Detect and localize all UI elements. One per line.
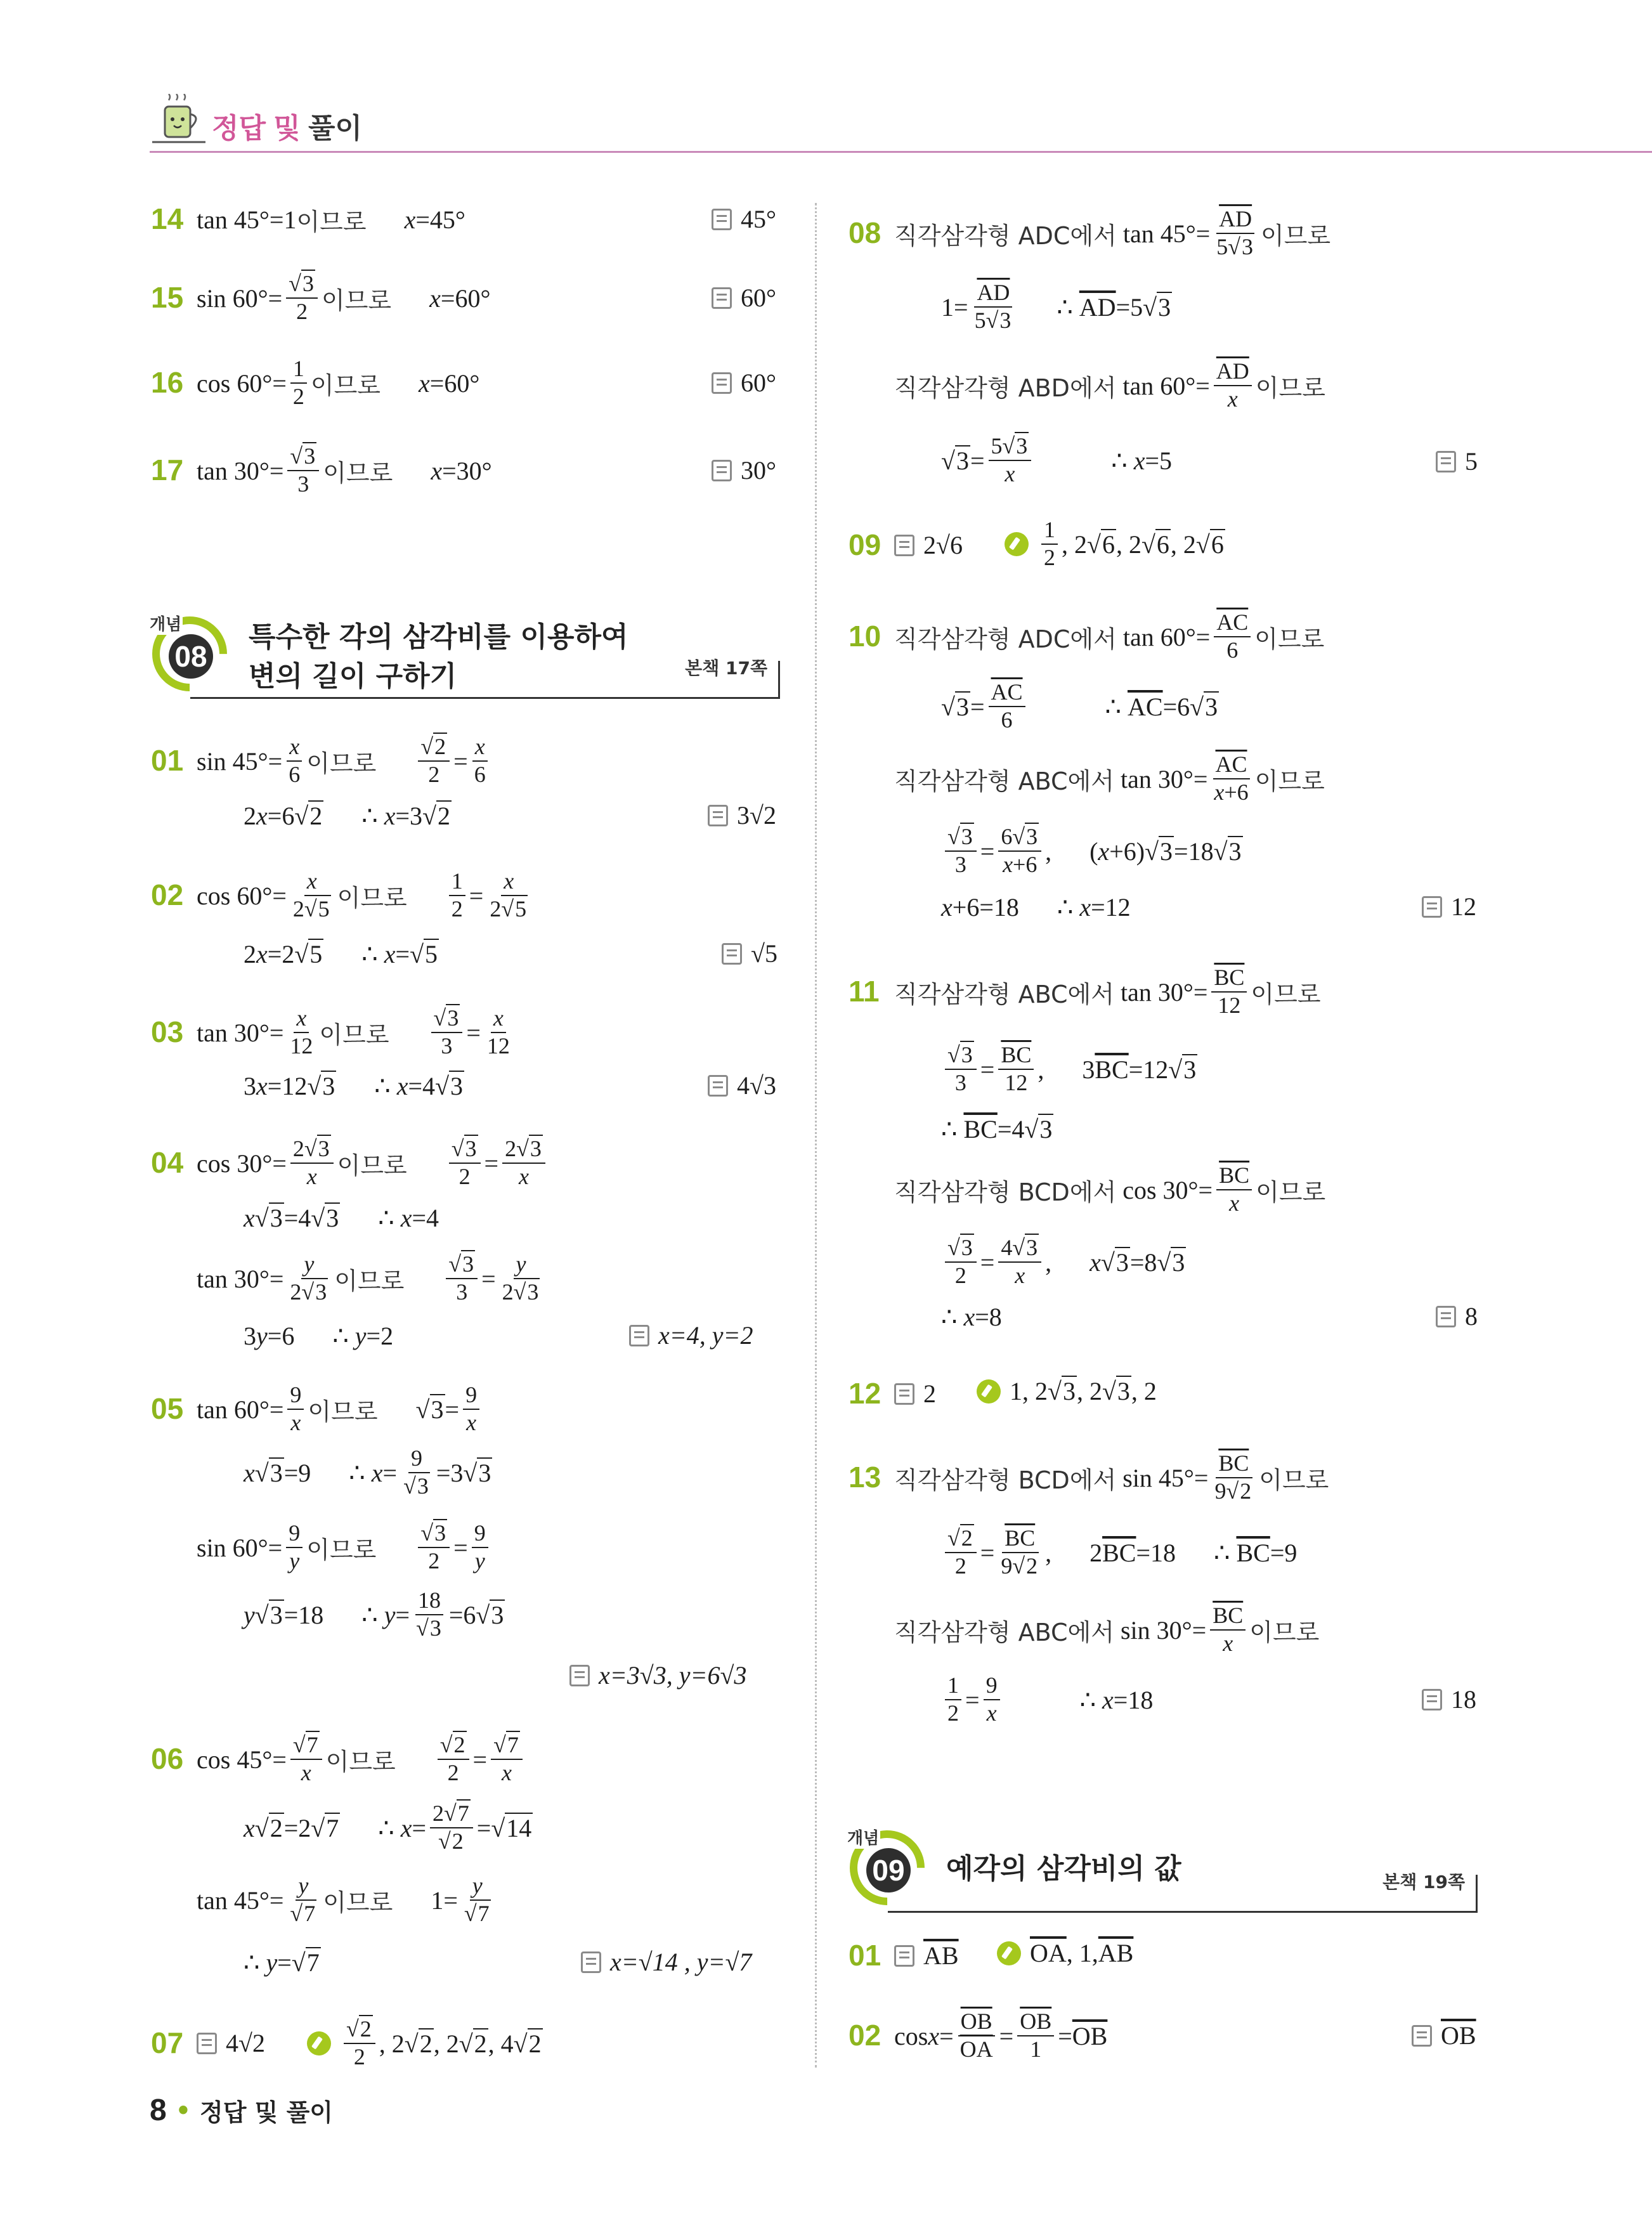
solution-line: tan 30°= $\frac{x}{12}$ 이므로 $\frac{√3}{3}$ = $\frac{x}{12}$: [197, 1005, 510, 1059]
solution-line: ∴ $\overline{BC}$ =4 √3: [941, 1114, 1053, 1143]
concept-label: 개념: [148, 611, 183, 635]
solution-line: 2 x =2 √5 ∴ x = √5: [244, 939, 438, 968]
solution-line: $\frac{√3}{3}$ = $\frac{\overline{BC}}{12}$ , 3 $\overline{BC}$ =12 √3: [941, 1038, 1197, 1101]
answer: 30°: [712, 455, 776, 485]
concept-underline: [190, 697, 780, 699]
problem-number: 17: [151, 453, 184, 486]
answer-icon: [569, 1665, 590, 1686]
page-footer: [150, 2093, 333, 2128]
solution-line: tan 45° = 1 이므로 x =45°: [197, 205, 465, 236]
answer: 2√6: [894, 530, 963, 560]
solution-line: sin 45°= $\frac{x}{6}$ 이므로 $\frac{√2}{2}$ = $\frac{x}{6}$: [197, 729, 492, 793]
answer-icon: [712, 372, 732, 394]
pencil-icon: [1005, 532, 1029, 556]
problem-number: 04: [151, 1146, 184, 1179]
solution-line: $\frac{√3}{3}$ = $\frac{6√3}{x+6}$ , ( x +6) √3 =18 √3: [941, 819, 1243, 883]
answer: 12: [1422, 892, 1476, 922]
problem-number: 13: [849, 1461, 881, 1494]
solution-line: cos 30°= $\frac{2√3}{x}$ 이므로 $\frac{√3}{2}$ = $\frac{2√3}{x}$: [197, 1131, 549, 1195]
solution-line: tan 30°= $\frac{y}{2√3}$ 이므로 $\frac{√3}{3}$ = $\frac{y}{2√3}$: [197, 1251, 539, 1305]
answer: 45°: [712, 204, 776, 234]
solution-line: cos 60°= $\frac{x}{2√5}$ 이므로 $\frac{1}{2}$ = $\frac{x}{2√5}$: [197, 868, 527, 922]
solution-line: cos 45°= $\frac{√7}{x}$ 이므로 $\frac{√2}{2}$ = $\frac{√7}{x}$: [197, 1728, 526, 1791]
answer: x=√14 , y=√7: [581, 1947, 751, 1977]
hint: $\frac{1}{2}$ , 2 √6 , 2 √6 , 2 √6: [1005, 512, 1225, 576]
answer: 4√2: [197, 2028, 265, 2058]
answer-icon: [629, 1325, 649, 1346]
solution-line: 1= $\frac{\overline{AD}}{5√3}$ ∴ $\overline{AD}$ =5 √3: [941, 280, 1171, 333]
page-header: [150, 89, 1652, 152]
hint: 1, 2 √3 , 2 √3 , 2: [977, 1376, 1157, 1406]
problem-number: 16: [151, 366, 184, 399]
problem-number: 15: [151, 281, 184, 314]
problem-number: 02: [151, 878, 184, 911]
answer: 18: [1422, 1684, 1476, 1714]
solution-line: x +6=18 ∴ x =12: [941, 892, 1131, 922]
answer-icon: [708, 1075, 728, 1097]
concept-underline-end: [778, 661, 780, 699]
answer-icon: [581, 1951, 601, 1973]
problem-number: 12: [849, 1377, 881, 1410]
solution-line: x √3 =4 √3 ∴ x =4: [244, 1203, 439, 1232]
solution-line: √3 = $\frac{\overline{AC}}{6}$ ∴ $\overline{AC}$ =6 √3: [941, 679, 1218, 733]
answer: x=4, y=2: [629, 1320, 753, 1350]
problem-number: 03: [151, 1015, 184, 1048]
solution-line: sin 60°= $\frac{√3}{2}$ 이므로 x =60°: [197, 271, 491, 324]
concept-title: 예각의 삼각비의 값: [946, 1853, 1181, 1885]
pencil-icon: [977, 1379, 1001, 1404]
answer-icon: [712, 460, 732, 481]
concept-underline-end: [1476, 1875, 1478, 1913]
problem-number: 05: [151, 1392, 184, 1425]
answer-icon: [712, 209, 732, 230]
solution-line: √3 = $\frac{5√3}{x}$ ∴ x =5: [941, 433, 1173, 486]
answer: 2: [894, 1379, 936, 1409]
concept-banner-09: [847, 1829, 1478, 1913]
solution-line: 직각삼각형 BCD에서 sin 45°= $\frac{\overline{BC}}{9√2}$ 이므로: [894, 1450, 1329, 1504]
concept-label: 개념: [846, 1825, 880, 1849]
problem-number: 08: [849, 216, 881, 249]
solution-line: 직각삼각형 ABD에서 tan 60°= $\frac{\overline{AD}}{x}$ 이므로: [894, 358, 1325, 412]
concept-underline: [888, 1911, 1478, 1913]
concept-number: 09: [866, 1848, 911, 1892]
answer-icon: [894, 1945, 914, 1967]
solution-line: 직각삼각형 ABC에서 tan 30°= $\frac{\overline{BC}}{12}$ 이므로: [894, 965, 1321, 1018]
solution-line: y √3 =18 ∴ y = $\frac{18}{√3}$ =6 √3: [244, 1587, 504, 1641]
solution-line: $\frac{√3}{2}$ = $\frac{4√3}{x}$ , x √3 =8 √3: [941, 1230, 1186, 1294]
column-divider: [815, 203, 817, 2068]
solution-line: x √3 =9 ∴ x = $\frac{9}{√3}$ =3 √3: [244, 1445, 491, 1499]
solution-line: x √2 =2 √7 ∴ x = $\frac{2√7}{√2}$ = √14: [244, 1801, 532, 1854]
answer-icon: [708, 805, 728, 826]
solution-line: ∴ x =8: [941, 1302, 1002, 1331]
answer: $\overline{OB}$: [1412, 2021, 1476, 2050]
solution-line: tan 30°= $\frac{√3}{3}$ 이므로 x =30°: [197, 443, 492, 497]
concept-ref: 본책 19쪽: [1382, 1872, 1465, 1892]
solution-line: 직각삼각형 BCD에서 cos 30°= $\frac{\overline{BC}}{x}$ 이므로: [894, 1163, 1326, 1216]
solution-line: $\frac{√2}{2}$ = $\frac{\overline{BC}}{9√2}$ , 2 $\overline{BC}$ =18 ∴ $\overline{BC}$ =9: [941, 1521, 1297, 1584]
problem-number: 06: [151, 1742, 184, 1775]
answer-icon: [1422, 1689, 1442, 1710]
answer: 3√2: [708, 800, 776, 830]
solution-line: 직각삼각형 ABC에서 sin 30°= $\frac{\overline{BC}}{x}$ 이므로: [894, 1603, 1320, 1656]
solution-line: 직각삼각형 ABC에서 tan 30°= $\frac{\overline{AC}}{x+6}$ 이므로: [894, 752, 1325, 805]
answer-icon: [894, 1383, 914, 1405]
problem-number: 11: [849, 975, 880, 1008]
cup-icon: [150, 94, 208, 150]
answer: 5: [1436, 446, 1478, 476]
answer-icon: [1422, 896, 1442, 918]
answer: 60°: [712, 283, 776, 313]
solution-line: 3 x =12 √3 ∴ x =4 √3: [244, 1071, 464, 1100]
concept-ref: 본책 17쪽: [685, 658, 767, 679]
answer-icon: [712, 287, 732, 309]
answer-icon: [197, 2033, 217, 2054]
bullet-icon: •: [175, 2096, 191, 2125]
problem-number: 01: [849, 1939, 881, 1972]
answer-icon: [1436, 1306, 1456, 1327]
answer: x=3√3, y=6√3: [569, 1660, 746, 1690]
solution-line: tan 45°= $\frac{y}{√7}$ 이므로 1= $\frac{y}{√7}$: [197, 1873, 490, 1926]
footer-label: 정답 및 풀이: [200, 2099, 333, 2127]
solution-line: sin 60°= $\frac{9}{y}$ 이므로 $\frac{√3}{2}$ = $\frac{9}{y}$: [197, 1516, 492, 1579]
answer: $\overline{AB}$: [894, 1941, 959, 1971]
answer: 8: [1436, 1301, 1478, 1331]
header-title: 정답 및 풀이: [212, 113, 363, 144]
problem-number: 09: [849, 528, 881, 561]
solution-line: cos 60°= $\frac{1}{2}$ 이므로 x =60°: [197, 356, 480, 409]
answer: 4√3: [708, 1071, 776, 1100]
solution-line: 직각삼각형 ADC에서 tan 60°= $\frac{\overline{AC}}{6}$ 이므로: [894, 609, 1325, 663]
answer-icon: [722, 943, 742, 965]
solution-line: $\frac{1}{2}$ = $\frac{9}{x}$ ∴ x =18: [941, 1668, 1153, 1731]
problem-number: 14: [151, 202, 184, 235]
header-rule: [150, 151, 1652, 153]
hint: $\frac{√2}{2}$ , 2 √2 , 2 √2 , 4 √2: [307, 2012, 543, 2075]
problem-number: 01: [151, 744, 184, 777]
concept-number: 08: [169, 634, 213, 679]
problem-number: 07: [151, 2026, 184, 2059]
solution-line: 2 x =6 √2 ∴ x =3 √2: [244, 801, 451, 830]
hint: $\overline{OA}$ , 1, $\overline{AB}$: [997, 1938, 1133, 1968]
answer-icon: [894, 535, 914, 556]
solution-line: ∴ y = √7: [244, 1948, 320, 1977]
answer: √5: [722, 939, 777, 968]
concept-banner-08: [152, 616, 780, 699]
answer: 60°: [712, 368, 776, 398]
problem-number: 02: [849, 2019, 881, 2052]
concept-title: 특수한 각의 삼각비를 이용하여 변의 길이 구하기: [249, 621, 628, 693]
pencil-icon: [997, 1941, 1021, 1965]
solution-line: 3 y =6 ∴ y =2: [244, 1321, 394, 1350]
solution-line: cos x = $\frac{\overline{OB}}{OA}$ = $\frac{\overline{OB}}{1}$ = $\overline{OB}$: [894, 2009, 1108, 2062]
problem-number: 10: [849, 620, 881, 653]
answer-icon: [1436, 451, 1456, 472]
answer-icon: [1412, 2025, 1432, 2047]
solution-line: tan 60°= $\frac{9}{x}$ 이므로 √3 = $\frac{9}{x}$: [197, 1378, 483, 1441]
page-number: 8: [150, 2094, 167, 2127]
pencil-icon: [307, 2031, 331, 2055]
solution-line: 직각삼각형 ADC에서 tan 45°= $\frac{\overline{AD}}{5√3}$ 이므로: [894, 206, 1331, 259]
